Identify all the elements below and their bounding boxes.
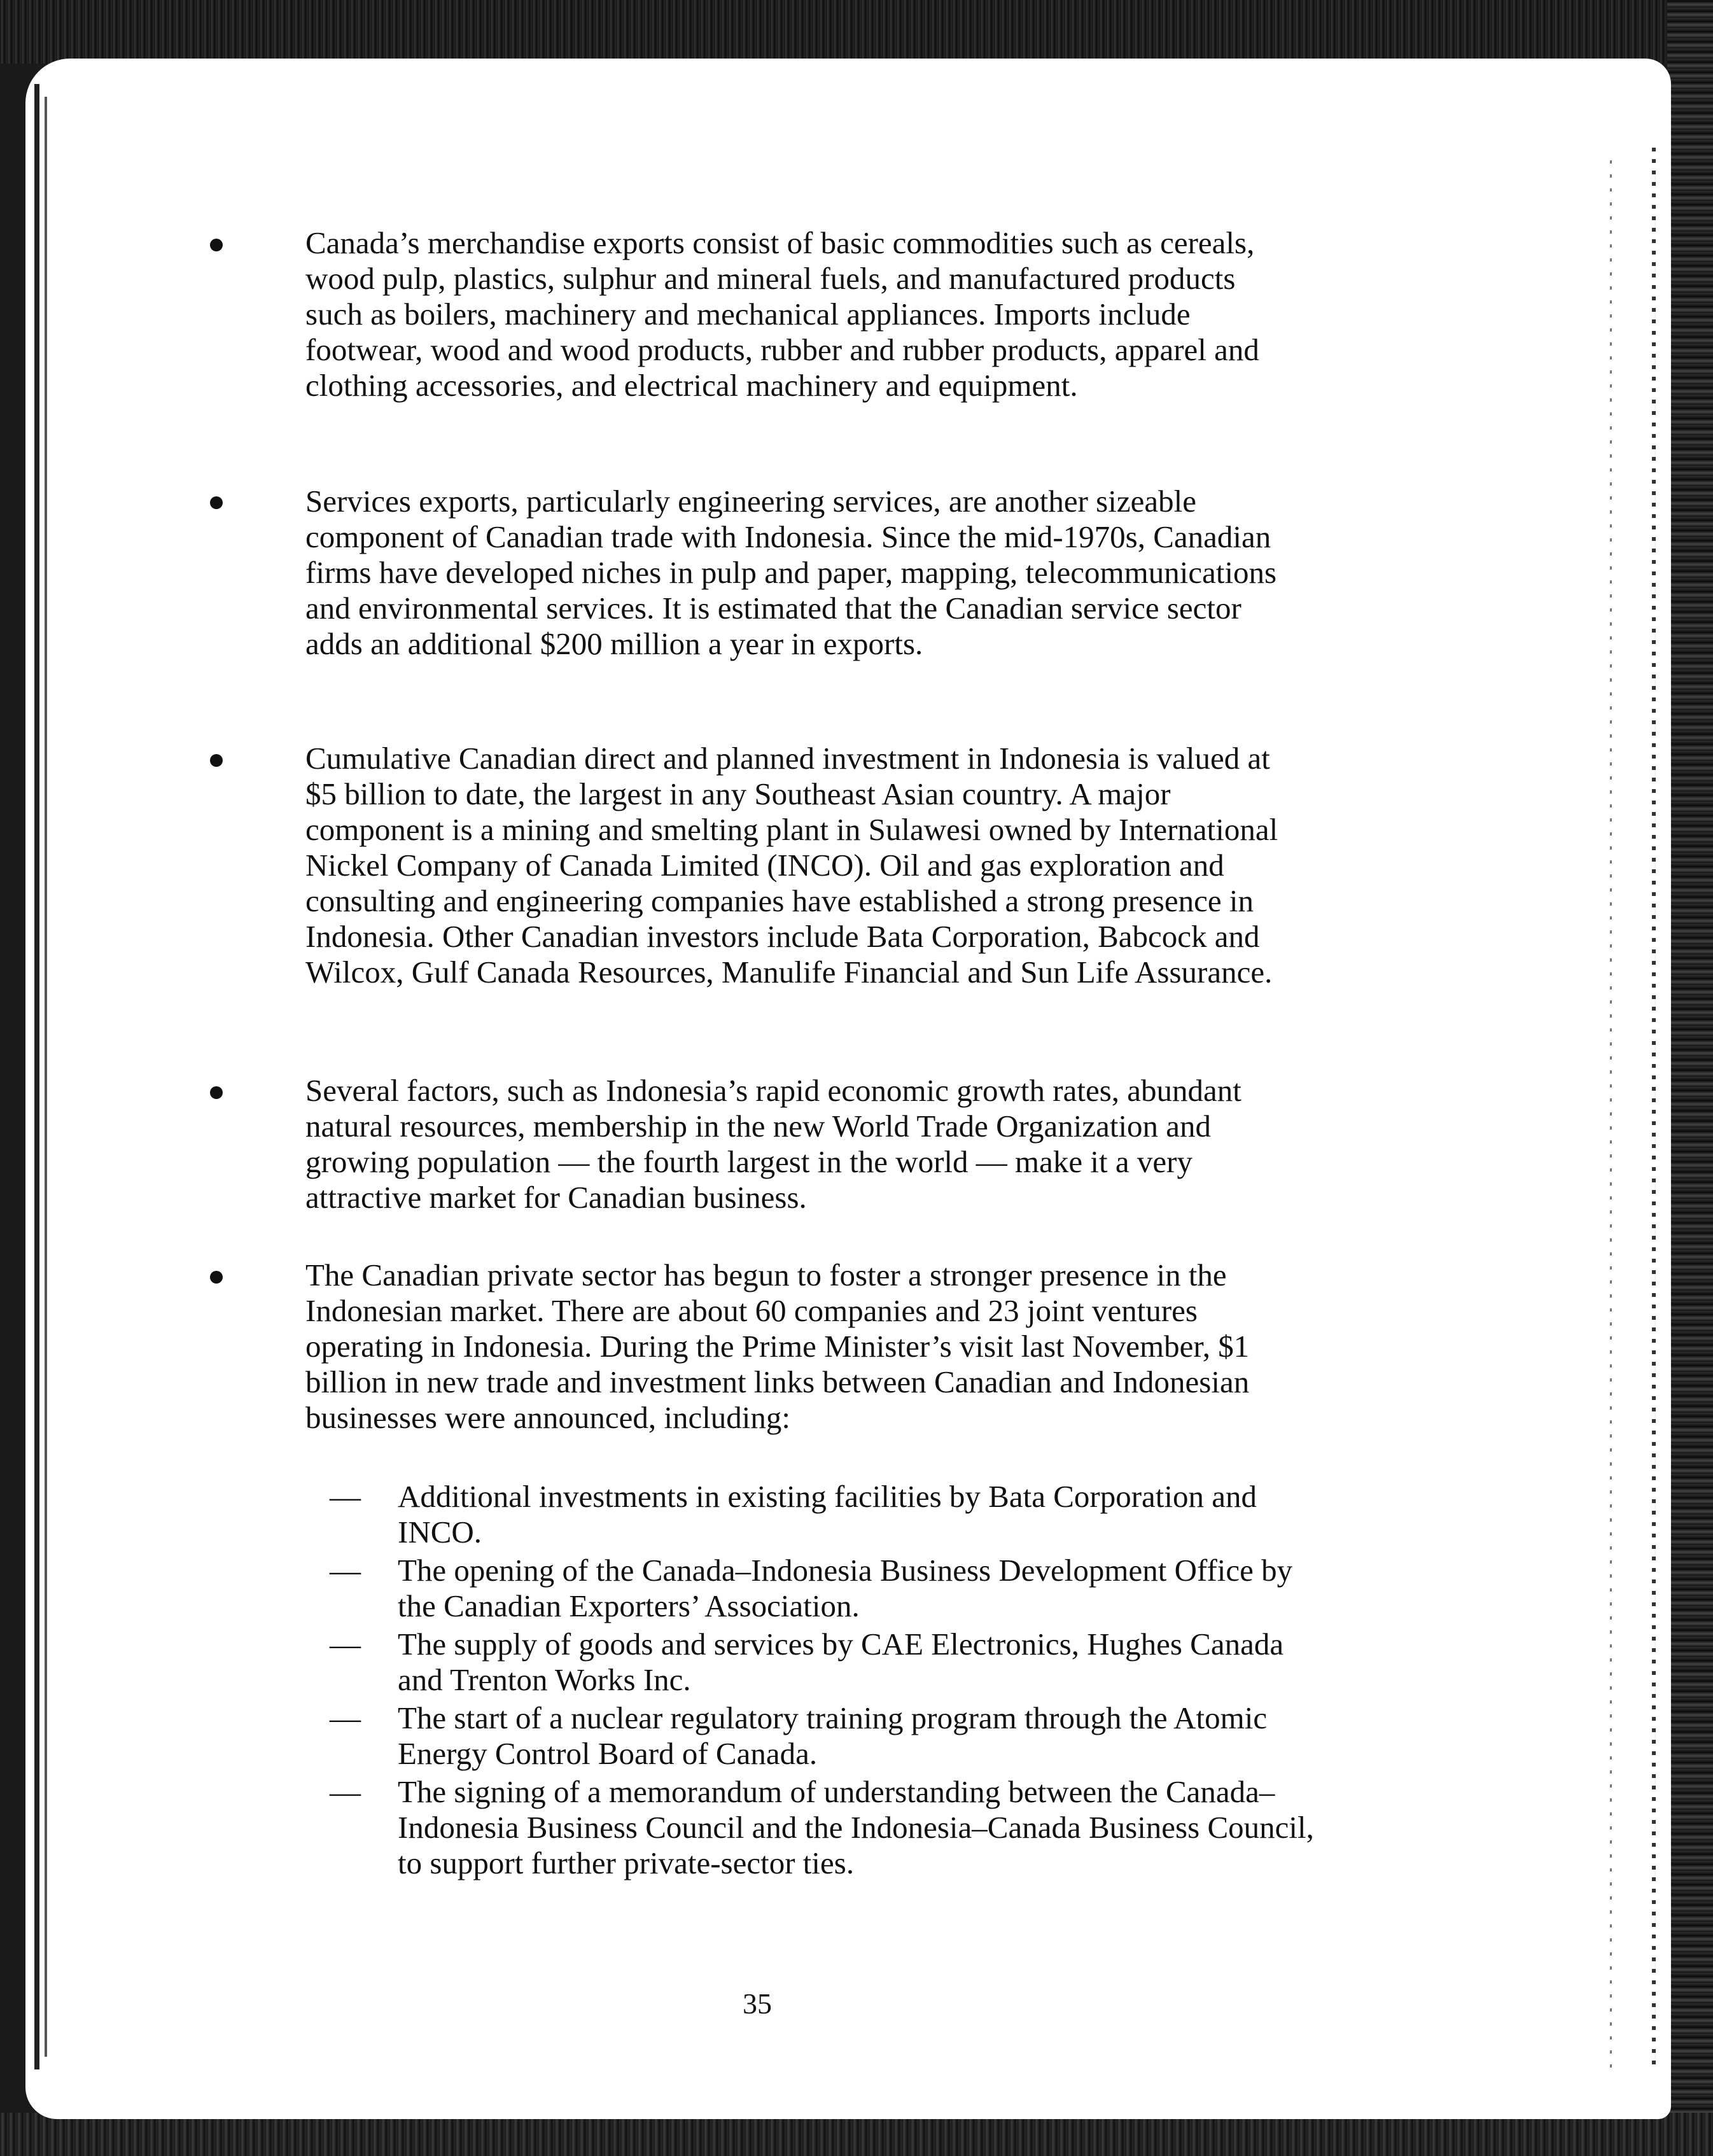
bullet-icon: [210, 496, 223, 509]
list-item-text: The signing of a memorandum of understanding between the Canada–Indonesia Business Council and the Indonesia–Canada Business Council, to support further private-sector ties.: [398, 1774, 1314, 1880]
bullet-paragraph: [305, 1257, 1298, 1436]
bullet-paragraph: [305, 484, 1298, 662]
list-item-text: The opening of the Canada–Indonesia Business Development Office by the Canadian Exporters’ Association.: [398, 1553, 1293, 1623]
list-item: [305, 1627, 1324, 1698]
dash-marker: —: [330, 1627, 361, 1662]
bullet-text: Services exports, particularly engineering services, are another sizeable component of Canadian trade with Indonesia. Since the mid-1970s, Canadian firms have developed niches in pulp and paper, mapping, telecommunications and environmental services. It is estimated that the Canadian service sector adds an additional $200 million a year in exports.: [305, 484, 1277, 661]
list-item: [305, 1479, 1324, 1550]
bullet-text: The Canadian private sector has begun to foster a stronger presence in the Indonesian market. There are about 60 companies and 23 joint ventures operating in Indonesia. During the Prime Minister’s visit last November, $1 billion in new trade and investment links between Canadian and Indonesian businesses were announced, including:: [305, 1257, 1250, 1435]
scan-border-top: [0, 0, 1713, 64]
list-item: [305, 1553, 1324, 1624]
bullet-icon: [210, 1086, 223, 1099]
sub-list: [305, 1479, 1324, 1884]
dash-marker: —: [330, 1774, 361, 1809]
bullet-icon: [210, 754, 223, 767]
list-item: [305, 1774, 1324, 1881]
dash-marker: —: [330, 1479, 361, 1514]
list-item-text: Additional investments in existing facilities by Bata Corporation and INCO.: [398, 1479, 1257, 1550]
bullet-paragraph: [305, 741, 1298, 990]
dash-marker: —: [330, 1553, 361, 1588]
scan-border-bottom: [0, 2113, 1713, 2156]
bullet-text: Cumulative Canadian direct and planned investment in Indonesia is valued at $5 billion to date, the largest in any Southeast Asian country. A major component is a mining and smelting plant in Sulawesi owned by International Nickel Company of Canada Limited (INCO). Oil and gas exploration and consulting and engineering companies have established a strong presence in Indonesia. Other Canadian investors include Bata Corporation, Babcock and Wilcox, Gulf Canada Resources, Manulife Financial and Sun Life Assurance.: [305, 741, 1278, 990]
bullet-icon: [210, 1271, 223, 1284]
list-item-text: The supply of goods and services by CAE Electronics, Hughes Canada and Trenton Works Inc.: [398, 1627, 1284, 1697]
bullet-text: Several factors, such as Indonesia’s rapid economic growth rates, abundant natural resources, membership in the new World Trade Organization and growing population — the fourth largest in the world — make it a very attractive market for Canadian business.: [305, 1073, 1241, 1215]
page-number: 35: [743, 1987, 772, 2020]
list-item-text: The start of a nuclear regulatory training program through the Atomic Energy Control Board of Canada.: [398, 1700, 1268, 1771]
document-page: [25, 59, 1671, 2119]
page-content: [25, 59, 1671, 2119]
bullet-paragraph: [305, 225, 1298, 403]
dash-marker: —: [330, 1700, 361, 1735]
bullet-text: Canada’s merchandise exports consist of basic commodities such as cereals, wood pulp, plastics, sulphur and mineral fuels, and manufactured products such as boilers, machinery and mechanical appliances. Imports include footwear, wood and wood products, rubber and rubber products, apparel and clothing accessories, and electrical machinery and equipment.: [305, 225, 1259, 403]
list-item: [305, 1700, 1324, 1772]
bullet-icon: [210, 239, 223, 251]
bullet-paragraph: [305, 1073, 1298, 1215]
scan-border-right: [1667, 0, 1713, 2156]
